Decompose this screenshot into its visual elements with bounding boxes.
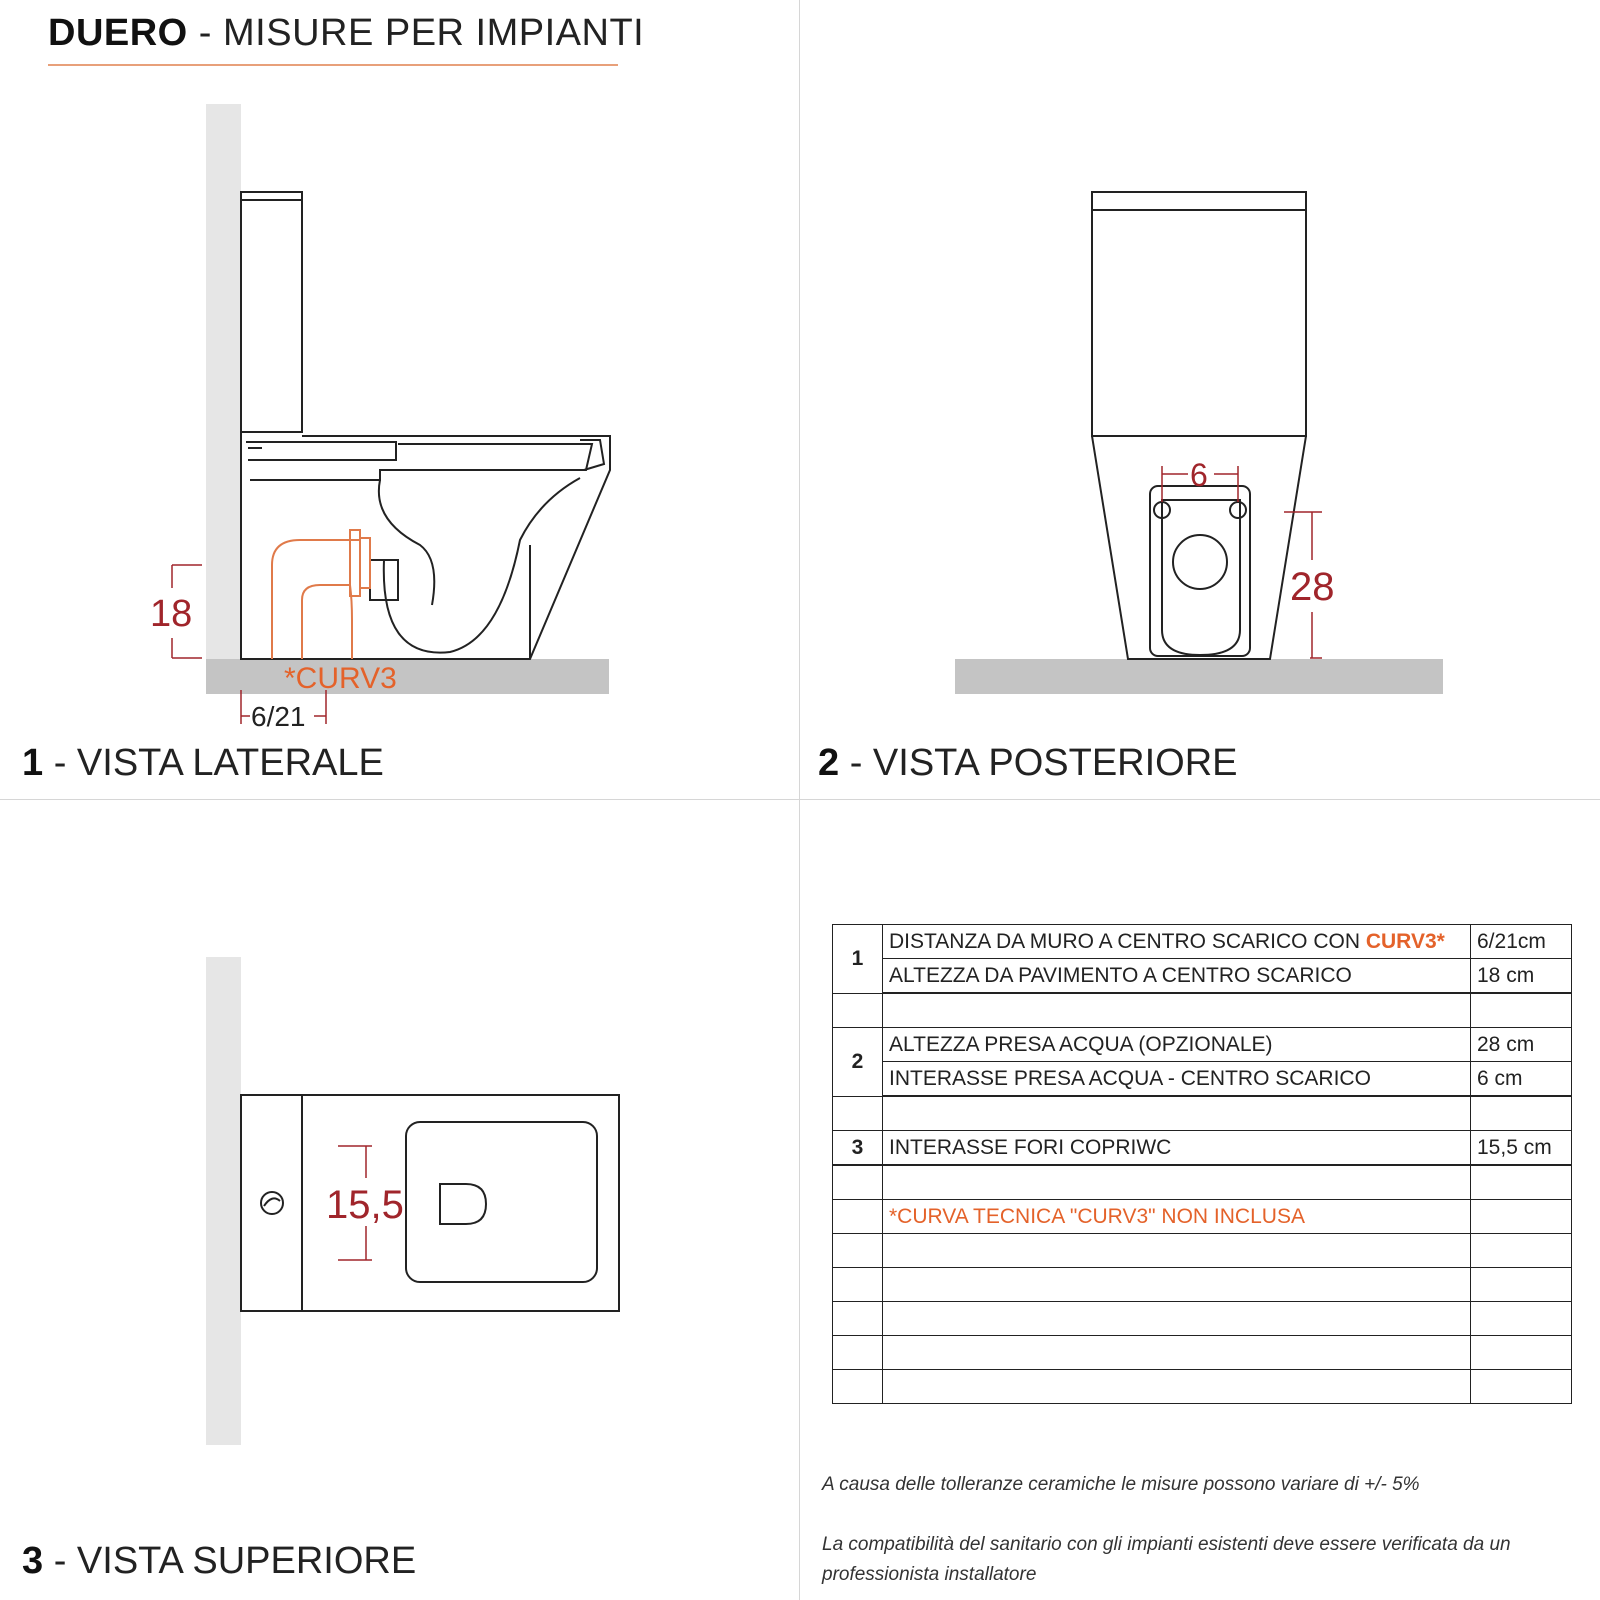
title-subtitle: - MISURE PER IMPIANTI (198, 12, 645, 54)
rear-view-drawing (800, 0, 1600, 740)
row-label: INTERASSE PRESA ACQUA - CENTRO SCARICO (883, 1062, 1471, 1097)
row-value: 15,5 cm (1471, 1131, 1572, 1166)
table-row (833, 959, 1572, 994)
toilet-rear-outline (1092, 192, 1306, 659)
side-view-drawing (0, 0, 800, 740)
group-number: 1 (833, 925, 883, 994)
row-label: ALTEZZA DA PAVIMENTO A CENTRO SCARICO (883, 959, 1471, 994)
table-row (833, 1302, 1572, 1336)
view-label-rear: 2 - VISTA POSTERIORE (818, 742, 1238, 784)
row-value: 6/21cm (1471, 925, 1572, 959)
top-seat-holes-value: 15,5 (326, 1183, 404, 1227)
row-label: INTERASSE FORI COPRIWC (883, 1131, 1471, 1166)
table-row (833, 1165, 1572, 1200)
compatibility-note: La compatibilità del sanitario con gli impianti esistenti deve essere verificata da un professionista installatore (822, 1534, 1511, 1585)
toilet-top-outline (241, 1095, 619, 1311)
brand-name: DUERO (48, 12, 188, 54)
row-value: 18 cm (1471, 959, 1572, 994)
side-height-value: 18 (150, 593, 193, 635)
floor (206, 659, 609, 694)
toilet-side-outline (241, 192, 610, 659)
view-label-side: 1 - VISTA LATERALE (22, 742, 384, 784)
top-view-drawing (0, 800, 800, 1520)
floor (955, 659, 1443, 694)
side-wall-distance-value: 6/21 (251, 701, 306, 732)
curv3-accent: CURV3* (1365, 929, 1445, 953)
table-row (833, 925, 1572, 959)
table-row (833, 1200, 1572, 1234)
rear-water-height-value: 28 (1290, 565, 1335, 609)
table-row (833, 1336, 1572, 1370)
group-number: 3 (833, 1131, 883, 1166)
table-row (833, 1131, 1572, 1166)
curv3-pipe (272, 530, 370, 659)
view-label-top: 3 - VISTA SUPERIORE (22, 1540, 417, 1582)
table-row (833, 1062, 1572, 1097)
row-label: ALTEZZA PRESA ACQUA (OPZIONALE) (883, 1028, 1471, 1062)
table-row (833, 1370, 1572, 1404)
row-value: 28 cm (1471, 1028, 1572, 1062)
footnote: *CURVA TECNICA "CURV3" NON INCLUSA (883, 1200, 1471, 1234)
row-label: DISTANZA DA MURO A CENTRO SCARICO CON CURV3* (883, 925, 1471, 959)
curv3-tag: *CURV3 (284, 662, 397, 695)
group-number: 2 (833, 1028, 883, 1097)
table-row (833, 993, 1572, 1028)
wall (206, 957, 241, 1445)
row-value: 6 cm (1471, 1062, 1572, 1097)
tolerance-note: A causa delle tolleranze ceramiche le misure possono variare di +/- 5% (822, 1474, 1420, 1495)
rear-spacing-value: 6 (1190, 457, 1208, 493)
spec-table (832, 924, 1572, 1404)
table-row (833, 1234, 1572, 1268)
table-row (833, 1268, 1572, 1302)
table-row (833, 1028, 1572, 1062)
wall (206, 104, 241, 694)
table-row (833, 1096, 1572, 1131)
